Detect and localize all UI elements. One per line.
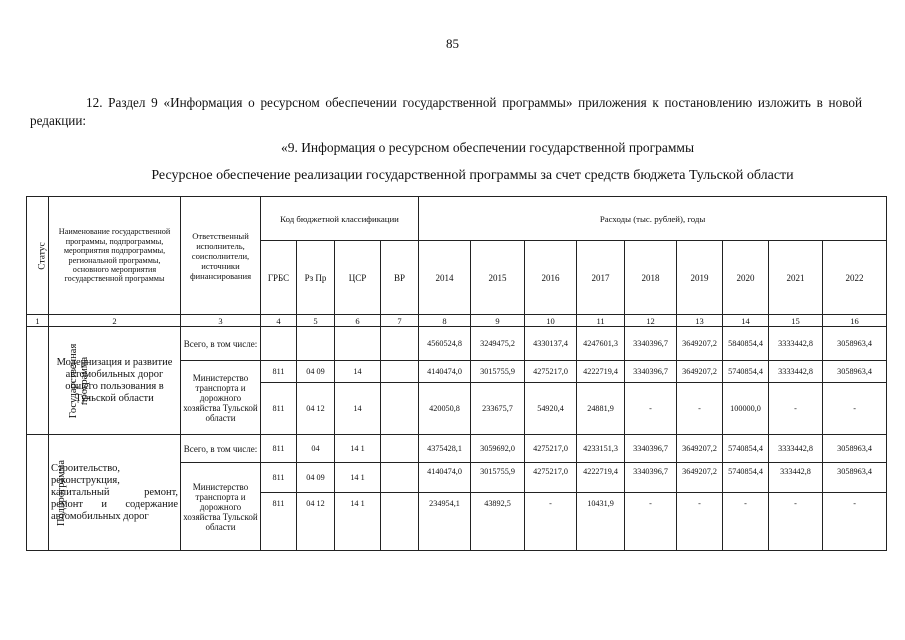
- column-index: 1: [27, 315, 49, 327]
- program-name: Модернизация и развитие автомобильных дорог общего пользования в Тульской области: [49, 327, 181, 435]
- header-budget-code: Код бюджетной классификации: [261, 197, 419, 241]
- header-csr: ЦСР: [335, 241, 381, 315]
- value-cell: 234954,1: [419, 493, 471, 551]
- vr-cell: [381, 493, 419, 551]
- value-cell: 4375428,1: [419, 435, 471, 463]
- grbs-cell: 811: [261, 435, 297, 463]
- value-cell: 3649207,2: [677, 463, 723, 493]
- csr-cell: 14 1: [335, 435, 381, 463]
- value-cell: 4222719,4: [577, 463, 625, 493]
- header-year: 2015: [471, 241, 525, 315]
- value-cell: -: [625, 383, 677, 435]
- value-cell: 3058963,4: [823, 435, 887, 463]
- status-label: Подпрограмма: [56, 459, 68, 526]
- value-cell: 5840854,4: [723, 327, 769, 361]
- value-cell: 43892,5: [471, 493, 525, 551]
- value-cell: 5740854,4: [723, 463, 769, 493]
- grbs-cell: 811: [261, 383, 297, 435]
- value-cell: 3340396,7: [625, 463, 677, 493]
- executor-cell: Всего, в том числе:: [181, 327, 261, 361]
- column-index: 14: [723, 315, 769, 327]
- value-cell: 3333442,8: [769, 435, 823, 463]
- value-cell: -: [823, 383, 887, 435]
- value-cell: 4330137,4: [525, 327, 577, 361]
- header-year: 2022: [823, 241, 887, 315]
- column-index: 12: [625, 315, 677, 327]
- value-cell: 24881,9: [577, 383, 625, 435]
- value-cell: 3333442,8: [769, 327, 823, 361]
- header-name: Наименование государственной программы, подпрограммы, мероприятия подпрограммы, региональной программы, основного мероприятия государственной программы: [49, 197, 181, 315]
- column-index: 9: [471, 315, 525, 327]
- header-year: 2019: [677, 241, 723, 315]
- csr-cell: 14: [335, 383, 381, 435]
- column-index: 7: [381, 315, 419, 327]
- header-status-label: Статус: [37, 242, 48, 270]
- value-cell: 3340396,7: [625, 435, 677, 463]
- value-cell: 3058963,4: [823, 463, 887, 493]
- vr-cell: [381, 435, 419, 463]
- column-index: 11: [577, 315, 625, 327]
- column-index: 13: [677, 315, 723, 327]
- value-cell: -: [677, 493, 723, 551]
- csr-cell: [335, 327, 381, 361]
- value-cell: 4275217,0: [525, 463, 577, 493]
- value-cell: 3059692,0: [471, 435, 525, 463]
- vr-cell: [381, 463, 419, 493]
- value-cell: 4222719,4: [577, 361, 625, 383]
- value-cell: -: [823, 493, 887, 551]
- value-cell: 3340396,7: [625, 361, 677, 383]
- header-year: 2021: [769, 241, 823, 315]
- intro-paragraph: 12. Раздел 9 «Информация о ресурсном обеспечении государственной программы» приложения к постановлению изложить в новой редакции:: [30, 95, 862, 128]
- table-row: [27, 327, 887, 361]
- value-cell: -: [769, 493, 823, 551]
- table-subtitle: Ресурсное обеспечение реализации государственной программы за счет средств бюджета Тульской области: [151, 168, 794, 183]
- rzpr-cell: 04 09: [297, 463, 335, 493]
- value-cell: 4275217,0: [525, 435, 577, 463]
- column-index: 5: [297, 315, 335, 327]
- table-row: [27, 435, 887, 463]
- value-cell: 4140474,0: [419, 361, 471, 383]
- value-cell: 4233151,3: [577, 435, 625, 463]
- value-cell: 3249475,2: [471, 327, 525, 361]
- header-executor: Ответственный исполнитель, соисполнители, источники финансирования: [181, 197, 261, 315]
- header-rzpr: Рз Пр: [297, 241, 335, 315]
- value-cell: -: [723, 493, 769, 551]
- value-cell: 3015755,9: [471, 463, 525, 493]
- executor-cell: Министерство транспорта и дорожного хозяйства Тульской области: [181, 361, 261, 435]
- subprogram-name: Строительство, реконструкция, капитальный ремонт, ремонт и содержание автомобильных дорог: [49, 435, 181, 551]
- rzpr-cell: 04 12: [297, 493, 335, 551]
- rzpr-cell: [297, 327, 335, 361]
- column-index: 4: [261, 315, 297, 327]
- column-index: 3: [181, 315, 261, 327]
- grbs-cell: 811: [261, 493, 297, 551]
- csr-cell: 14: [335, 361, 381, 383]
- header-year: 2018: [625, 241, 677, 315]
- value-cell: 3649207,2: [677, 361, 723, 383]
- csr-cell: 14 1: [335, 463, 381, 493]
- rzpr-cell: 04 12: [297, 383, 335, 435]
- value-cell: 3058963,4: [823, 327, 887, 361]
- vr-cell: [381, 361, 419, 383]
- value-cell: 4275217,0: [525, 361, 577, 383]
- header-year: 2020: [723, 241, 769, 315]
- value-cell: 3340396,7: [625, 327, 677, 361]
- column-index: 8: [419, 315, 471, 327]
- header-year: 2017: [577, 241, 625, 315]
- value-cell: 4140474,0: [419, 463, 471, 493]
- value-cell: 3058963,4: [823, 361, 887, 383]
- vr-cell: [381, 383, 419, 435]
- column-index: 15: [769, 315, 823, 327]
- rzpr-cell: 04: [297, 435, 335, 463]
- column-index: 10: [525, 315, 577, 327]
- section-title: «9. Информация о ресурсном обеспечении государственной программы: [280, 140, 695, 155]
- value-cell: 5740854,4: [723, 361, 769, 383]
- column-index: 6: [335, 315, 381, 327]
- value-cell: 333442,8: [769, 463, 823, 493]
- value-cell: -: [625, 493, 677, 551]
- header-vr: ВР: [381, 241, 419, 315]
- value-cell: -: [769, 383, 823, 435]
- value-cell: 420050,8: [419, 383, 471, 435]
- grbs-cell: 811: [261, 463, 297, 493]
- status-cell: [27, 435, 68, 551]
- value-cell: 4247601,3: [577, 327, 625, 361]
- executor-cell: Всего, в том числе:: [181, 435, 261, 463]
- value-cell: 54920,4: [525, 383, 577, 435]
- value-cell: 3649207,2: [677, 327, 723, 361]
- value-cell: 3333442,8: [769, 361, 823, 383]
- grbs-cell: 811: [261, 361, 297, 383]
- value-cell: 3015755,9: [471, 361, 525, 383]
- value-cell: 233675,7: [471, 383, 525, 435]
- executor-cell: Министерство транспорта и дорожного хозяйства Тульской области: [181, 463, 261, 551]
- status-cell: [27, 327, 90, 435]
- value-cell: -: [525, 493, 577, 551]
- value-cell: 3649207,2: [677, 435, 723, 463]
- value-cell: 5740854,4: [723, 435, 769, 463]
- header-expenses: Расходы (тыс. рублей), годы: [419, 197, 887, 241]
- column-index: 16: [823, 315, 887, 327]
- value-cell: -: [677, 383, 723, 435]
- header-status: [27, 197, 49, 315]
- value-cell: 4560524,8: [419, 327, 471, 361]
- csr-cell: 14 1: [335, 493, 381, 551]
- status-label: Государственная программа: [68, 343, 90, 418]
- column-index-row: [27, 315, 887, 327]
- header-year: 2014: [419, 241, 471, 315]
- vr-cell: [381, 327, 419, 361]
- header-year: 2016: [525, 241, 577, 315]
- budget-table: [26, 196, 887, 551]
- value-cell: 100000,0: [723, 383, 769, 435]
- rzpr-cell: 04 09: [297, 361, 335, 383]
- page-number: 85: [446, 36, 459, 51]
- column-index: 2: [49, 315, 181, 327]
- header-grbs: ГРБС: [261, 241, 297, 315]
- grbs-cell: [261, 327, 297, 361]
- value-cell: 10431,9: [577, 493, 625, 551]
